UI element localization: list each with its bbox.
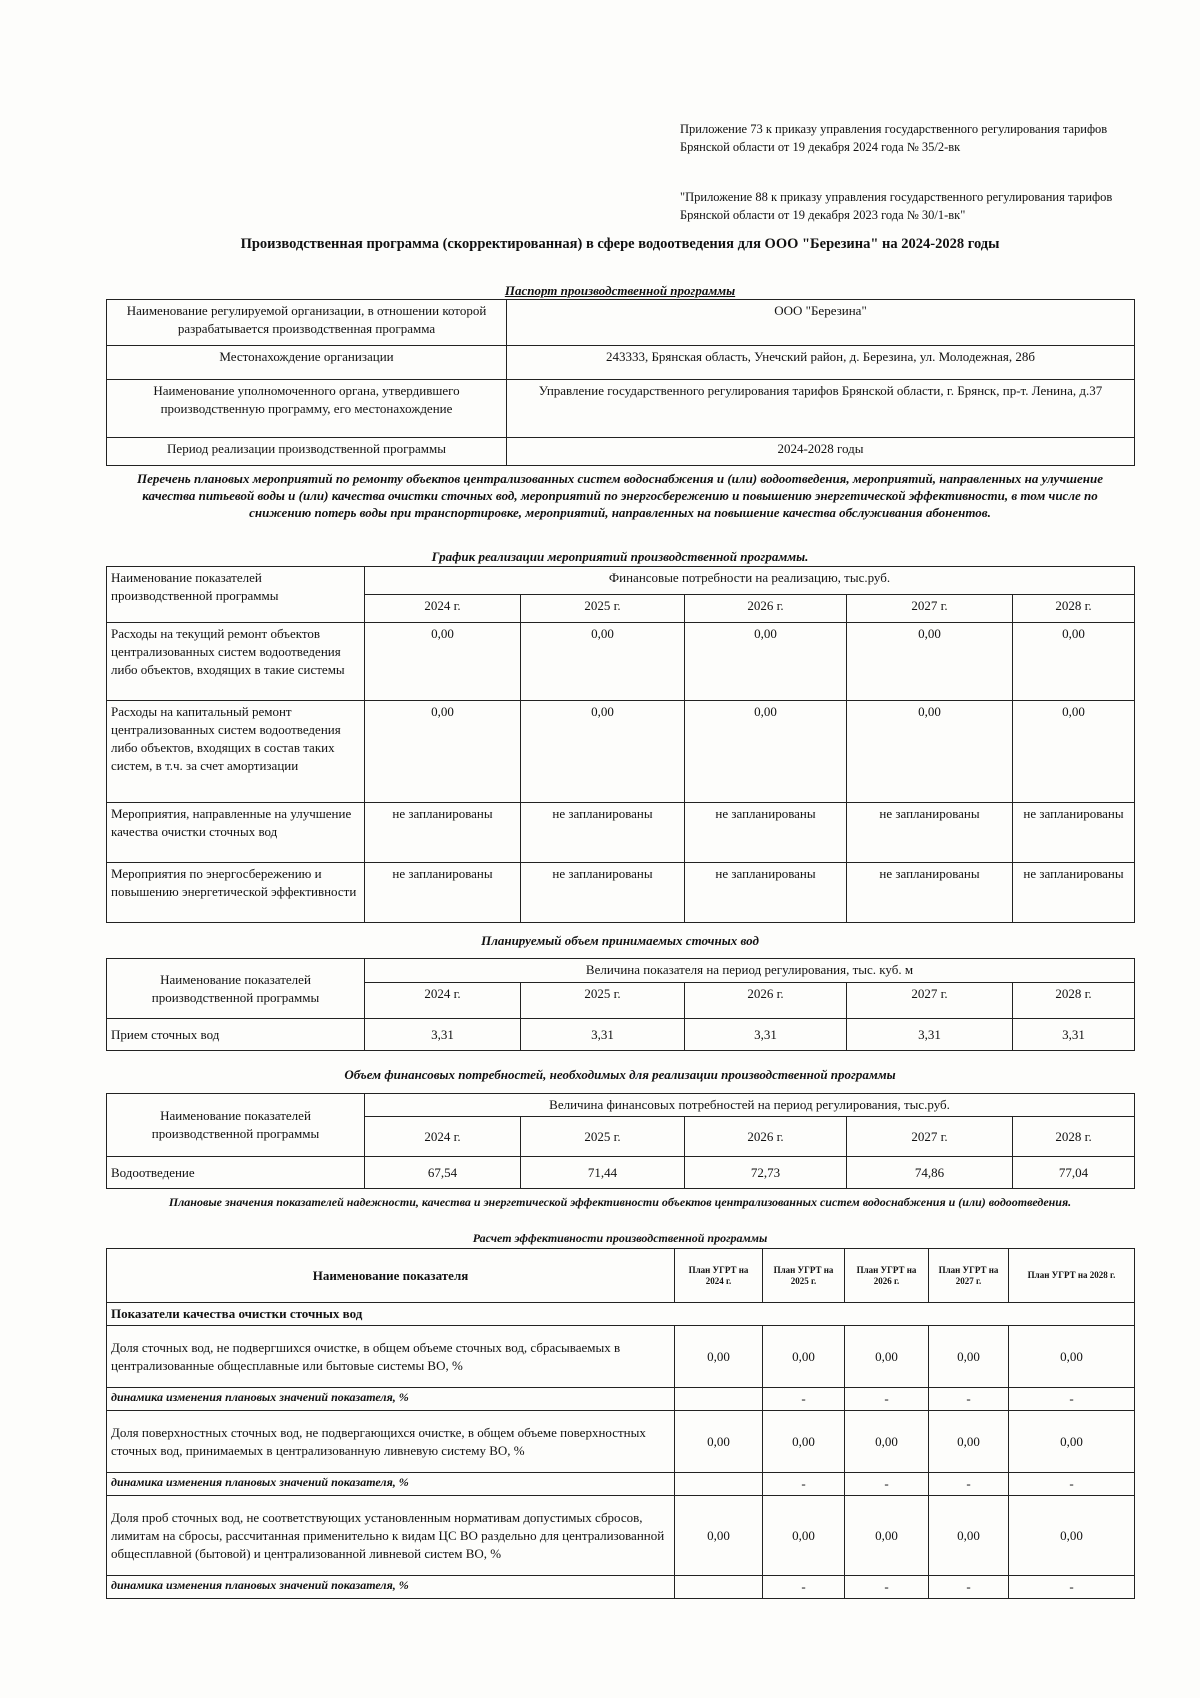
dynamics-row — [107, 1473, 1135, 1496]
plan-header: План УГРТ на 2026 г. — [845, 1249, 929, 1303]
cell-value: 0,00 — [521, 701, 685, 803]
cell-value: не запланированы — [521, 863, 685, 923]
dynamics-label: динамика изменения плановых значений показателя, % — [107, 1576, 675, 1599]
passport-value: 2024-2028 годы — [507, 438, 1135, 466]
cell-value: 0,00 — [763, 1411, 845, 1473]
document-title: Производственная программа (скорректированная) в сфере водоотведения для ООО "Березина" на 2024-2028 годы — [240, 236, 1000, 252]
passport-caption: Паспорт производственной программы — [504, 283, 736, 298]
finance-caption: Объем финансовых потребностей, необходимых для реализации производственной программы — [344, 1067, 896, 1082]
measures-group-header: Финансовые потребности на реализацию, тыс.руб. — [365, 567, 1135, 595]
volume-caption: Планируемый объем принимаемых сточных вод — [481, 933, 759, 948]
cell-value: 0,00 — [1009, 1411, 1135, 1473]
passport-row — [107, 346, 1135, 380]
passport-row — [107, 438, 1135, 466]
dynamics-value: - — [929, 1576, 1009, 1599]
finance-name-header: Наименование показателей производственной программы — [107, 1094, 365, 1157]
dynamics-value: - — [845, 1388, 929, 1411]
cell-value: 0,00 — [365, 623, 521, 701]
appendix-note-2024: Приложение 73 к приказу управления государственного регулирования тарифов Брянской области от 19 декабря 2024 года № 35/2-вк — [680, 122, 1108, 154]
row-label: Прием сточных вод — [107, 1019, 365, 1051]
cell-value: 77,04 — [1013, 1157, 1135, 1189]
passport-table — [106, 299, 1135, 466]
year-header: 2028 г. — [1013, 983, 1135, 1019]
passport-label: Местонахождение организации — [107, 346, 507, 380]
plan-header: План УГРТ на 2025 г. — [763, 1249, 845, 1303]
table-row — [107, 623, 1135, 701]
cell-value: 0,00 — [1009, 1496, 1135, 1576]
dynamics-value: - — [763, 1576, 845, 1599]
table-row — [107, 1019, 1135, 1051]
table-row — [107, 701, 1135, 803]
cell-value: 3,31 — [1013, 1019, 1135, 1051]
cell-value: не запланированы — [685, 863, 847, 923]
measures-caption: Перечень плановых мероприятий по ремонту объектов централизованных систем водоснабжения и (или) водоотведения, мероприятий, направленных на улучшение качества питьевой воды и (или) качества очистки сточных вод, мероприятий по энергосбережению и повышению энергетической эффективности, в том числе по снижению потерь воды при транспортировке, мероприятий, направленных на повышение качества обслуживания абонентов. — [137, 471, 1103, 520]
cell-value: 0,00 — [521, 623, 685, 701]
schedule-caption: График реализации мероприятий производственной программы. — [431, 549, 809, 564]
plan-header: План УГРТ на 2024 г. — [675, 1249, 763, 1303]
year-header: 2026 г. — [685, 983, 847, 1019]
cell-value: 67,54 — [365, 1157, 521, 1189]
cell-value: 71,44 — [521, 1157, 685, 1189]
table-row — [107, 1157, 1135, 1189]
cell-value: 0,00 — [685, 623, 847, 701]
volume-table — [106, 958, 1135, 1051]
dynamics-value — [675, 1473, 763, 1496]
year-header: 2025 г. — [521, 1117, 685, 1157]
table-row — [107, 1326, 1135, 1388]
cell-value: 0,00 — [763, 1326, 845, 1388]
cell-value: 3,31 — [365, 1019, 521, 1051]
cell-value: 3,31 — [521, 1019, 685, 1051]
cell-value: 0,00 — [845, 1411, 929, 1473]
cell-value: 0,00 — [929, 1411, 1009, 1473]
row-label: Доля поверхностных сточных вод, не подвергающихся очистке, в общем объеме поверхностных сточных вод, принимаемых в централизованную ливневую систему ВО, % — [107, 1411, 675, 1473]
row-label: Доля сточных вод, не подвергшихся очистке, в общем объеме сточных вод, сбрасываемых в централизованные общесплавные или бытовые системы ВО, % — [107, 1326, 675, 1388]
cell-value: не запланированы — [847, 803, 1013, 863]
volume-name-header: Наименование показателей производственной программы — [107, 959, 365, 1019]
table-row — [107, 863, 1135, 923]
appendix-note-2023: "Приложение 88 к приказу управления государственного регулирования тарифов Брянской области от 19 декабря 2023 года № 30/1-вк" — [680, 190, 1113, 222]
row-label: Водоотведение — [107, 1157, 365, 1189]
year-header: 2028 г. — [1013, 1117, 1135, 1157]
cell-value: 0,00 — [845, 1496, 929, 1576]
cell-value: 72,73 — [685, 1157, 847, 1189]
dynamics-value — [675, 1576, 763, 1599]
year-header: 2024 г. — [365, 595, 521, 623]
row-label: Доля проб сточных вод, не соответствующих установленным нормативам допустимых сбросов, лимитам на сбросы, рассчитанная применительно к видам ЦС ВО раздельно для централизованной общесплавной (бытовой) и централизованной ливневой систем ВО, % — [107, 1496, 675, 1576]
cell-value: 0,00 — [675, 1411, 763, 1473]
dynamics-value: - — [763, 1388, 845, 1411]
passport-row — [107, 300, 1135, 346]
efficiency-table — [106, 1248, 1135, 1599]
cell-value: 74,86 — [847, 1157, 1013, 1189]
efficiency-name-header: Наименование показателя — [107, 1249, 675, 1303]
dynamics-label: динамика изменения плановых значений показателя, % — [107, 1473, 675, 1496]
cell-value: не запланированы — [1013, 803, 1135, 863]
section-heading: Показатели качества очистки сточных вод — [107, 1303, 1135, 1326]
passport-value: Управление государственного регулирования тарифов Брянской области, г. Брянск, пр-т. Ленина, д.37 — [507, 380, 1135, 438]
dynamics-row — [107, 1388, 1135, 1411]
cell-value: не запланированы — [365, 863, 521, 923]
dynamics-value: - — [1009, 1388, 1135, 1411]
volume-group-header: Величина показателя на период регулирования, тыс. куб. м — [365, 959, 1135, 983]
cell-value: 0,00 — [1013, 623, 1135, 701]
year-header: 2028 г. — [1013, 595, 1135, 623]
cell-value: не запланированы — [365, 803, 521, 863]
passport-value: 243333, Брянская область, Унечский район, д. Березина, ул. Молодежная, 28б — [507, 346, 1135, 380]
passport-row — [107, 380, 1135, 438]
cell-value: 0,00 — [847, 623, 1013, 701]
dynamics-label: динамика изменения плановых значений показателя, % — [107, 1388, 675, 1411]
dynamics-value: - — [1009, 1473, 1135, 1496]
passport-label: Наименование уполномоченного органа, утвердившего производственную программу, его местонахождение — [107, 380, 507, 438]
cell-value: 3,31 — [847, 1019, 1013, 1051]
cell-value: 0,00 — [675, 1326, 763, 1388]
year-header: 2027 г. — [847, 595, 1013, 623]
year-header: 2027 г. — [847, 1117, 1013, 1157]
passport-label: Наименование регулируемой организации, в отношении которой разрабатывается производственная программа — [107, 300, 507, 346]
year-header: 2025 г. — [521, 595, 685, 623]
dynamics-value: - — [845, 1576, 929, 1599]
cell-value: не запланированы — [685, 803, 847, 863]
cell-value: не запланированы — [521, 803, 685, 863]
dynamics-row — [107, 1576, 1135, 1599]
cell-value: 0,00 — [675, 1496, 763, 1576]
measures-name-header: Наименование показателей производственной программы — [107, 567, 365, 623]
year-header: 2026 г. — [685, 1117, 847, 1157]
cell-value: 0,00 — [685, 701, 847, 803]
measures-table — [106, 566, 1135, 923]
cell-value: 3,31 — [685, 1019, 847, 1051]
finance-table — [106, 1093, 1135, 1189]
cell-value: не запланированы — [1013, 863, 1135, 923]
cell-value: 0,00 — [929, 1326, 1009, 1388]
table-row — [107, 803, 1135, 863]
cell-value: не запланированы — [847, 863, 1013, 923]
finance-group-header: Величина финансовых потребностей на период регулирования, тыс.руб. — [365, 1094, 1135, 1117]
row-label: Расходы на текущий ремонт объектов централизованных систем водоотведения либо объектов, входящих в такие системы — [107, 623, 365, 701]
cell-value: 0,00 — [1009, 1326, 1135, 1388]
dynamics-value: - — [1009, 1576, 1135, 1599]
dynamics-value: - — [929, 1473, 1009, 1496]
dynamics-value: - — [845, 1473, 929, 1496]
year-header: 2024 г. — [365, 1117, 521, 1157]
year-header: 2026 г. — [685, 595, 847, 623]
passport-value: ООО "Березина" — [507, 300, 1135, 346]
efficiency-calc-caption: Расчет эффективности производственной программы — [472, 1231, 768, 1245]
cell-value: 0,00 — [929, 1496, 1009, 1576]
year-header: 2024 г. — [365, 983, 521, 1019]
row-label: Мероприятия по энергосбережению и повышению энергетической эффективности — [107, 863, 365, 923]
table-row — [107, 1496, 1135, 1576]
row-label: Расходы на капитальный ремонт централизованных систем водоотведения либо объектов, входящих в состав таких систем, в т.ч. за счет амортизации — [107, 701, 365, 803]
plan-header: План УГРТ на 2027 г. — [929, 1249, 1009, 1303]
row-label: Мероприятия, направленные на улучшение качества очистки сточных вод — [107, 803, 365, 863]
year-header: 2027 г. — [847, 983, 1013, 1019]
passport-label: Период реализации производственной программы — [107, 438, 507, 466]
dynamics-value — [675, 1388, 763, 1411]
cell-value: 0,00 — [847, 701, 1013, 803]
table-row — [107, 1411, 1135, 1473]
cell-value: 0,00 — [1013, 701, 1135, 803]
dynamics-value: - — [763, 1473, 845, 1496]
plan-header: План УГРТ на 2028 г. — [1009, 1249, 1135, 1303]
efficiency-caption: Плановые значения показателей надежности, качества и энергетической эффективности объектов централизованных систем водоснабжения и (или) водоотведения. — [168, 1195, 1072, 1209]
year-header: 2025 г. — [521, 983, 685, 1019]
cell-value: 0,00 — [845, 1326, 929, 1388]
cell-value: 0,00 — [365, 701, 521, 803]
dynamics-value: - — [929, 1388, 1009, 1411]
cell-value: 0,00 — [763, 1496, 845, 1576]
